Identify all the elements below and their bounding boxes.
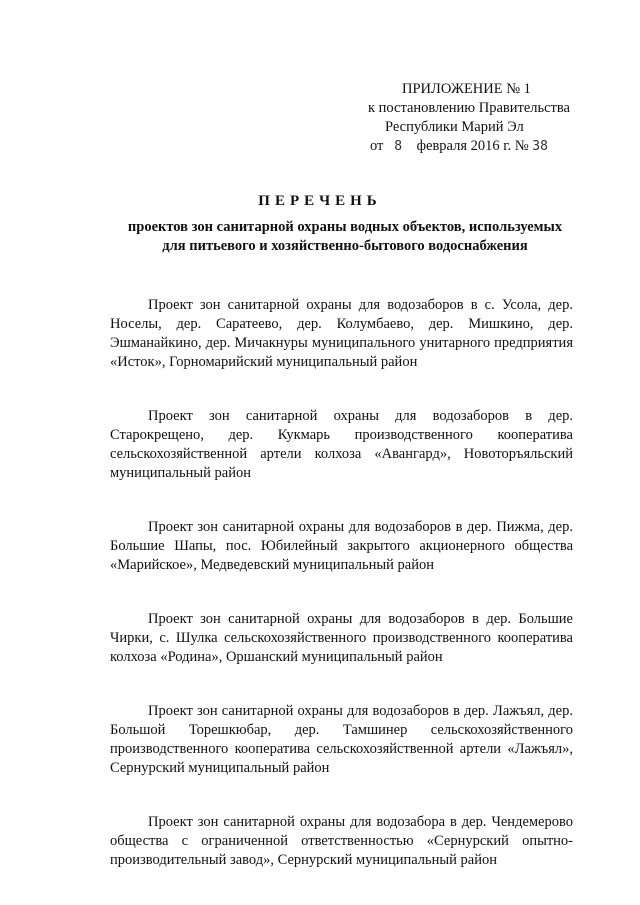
list-item: Проект зон санитарной охраны для водозаборов в дер. Большие Чирки, с. Шулка сельскохозяйственного производственного кооператива колхоза «Родина», Оршанский муниципальный район [110,611,573,665]
project-list [110,296,573,905]
republic-name: Республики Марий Эл [385,119,524,135]
resolution-date-line [360,137,610,156]
date-month-year: февраля 2016 г. № [416,138,529,154]
date-day: 8 [394,139,403,154]
list-item: Проект зон санитарной охраны для водозаборов в дер. Лажъял, дер. Большой Торешкюбар, дер. Тамшинер сельскохозяйственного производственного кооператива сельскохозяйственной артели «Лажъял», Сернурский муниципальный район [110,703,573,776]
subtitle-line-2: для питьевого и хозяйственно-бытового водоснабжения [162,238,528,254]
date-prefix: от [370,138,384,154]
list-item: Проект зон санитарной охраны для водозаборов в дер. Пижма, дер. Большие Шапы, пос. Юбилейный закрытого акционерного общества «Марийское», Медведевский муниципальный район [110,519,573,573]
resolution-number: 38 [532,139,548,154]
resolution-reference: к постановлению Правительства [368,100,570,116]
list-item: Проект зон санитарной охраны для водозаборов в дер. Старокрещено, дер. Кукмарь производственного кооператива сельскохозяйственной артели колхоза «Авангард», Новоторъяльский муниципальный район [110,408,573,481]
list-item: Проект зон санитарной охраны для водозабора в дер. Чендемерово общества с ограниченной ответственностью «Сернурский опытно-производительный завод», Сернурский муниципальный район [110,814,573,868]
subtitle-line-1: проектов зон санитарной охраны водных объектов, используемых [127,219,563,235]
document-title: ПЕРЕЧЕНЬ [258,193,382,209]
document-subtitle [100,218,590,256]
appendix-header [360,80,610,156]
list-item: Проект зон санитарной охраны для водозаборов в с. Усола, дер. Носелы, дер. Саратеево, дер. Колумбаево, дер. Мишкино, дер. Эшманайкино, дер. Мичакнуры муниципального унитарного предприятия «Исток», Горномарийский муниципальный район [110,297,573,370]
appendix-number: ПРИЛОЖЕНИЕ № 1 [402,81,531,97]
